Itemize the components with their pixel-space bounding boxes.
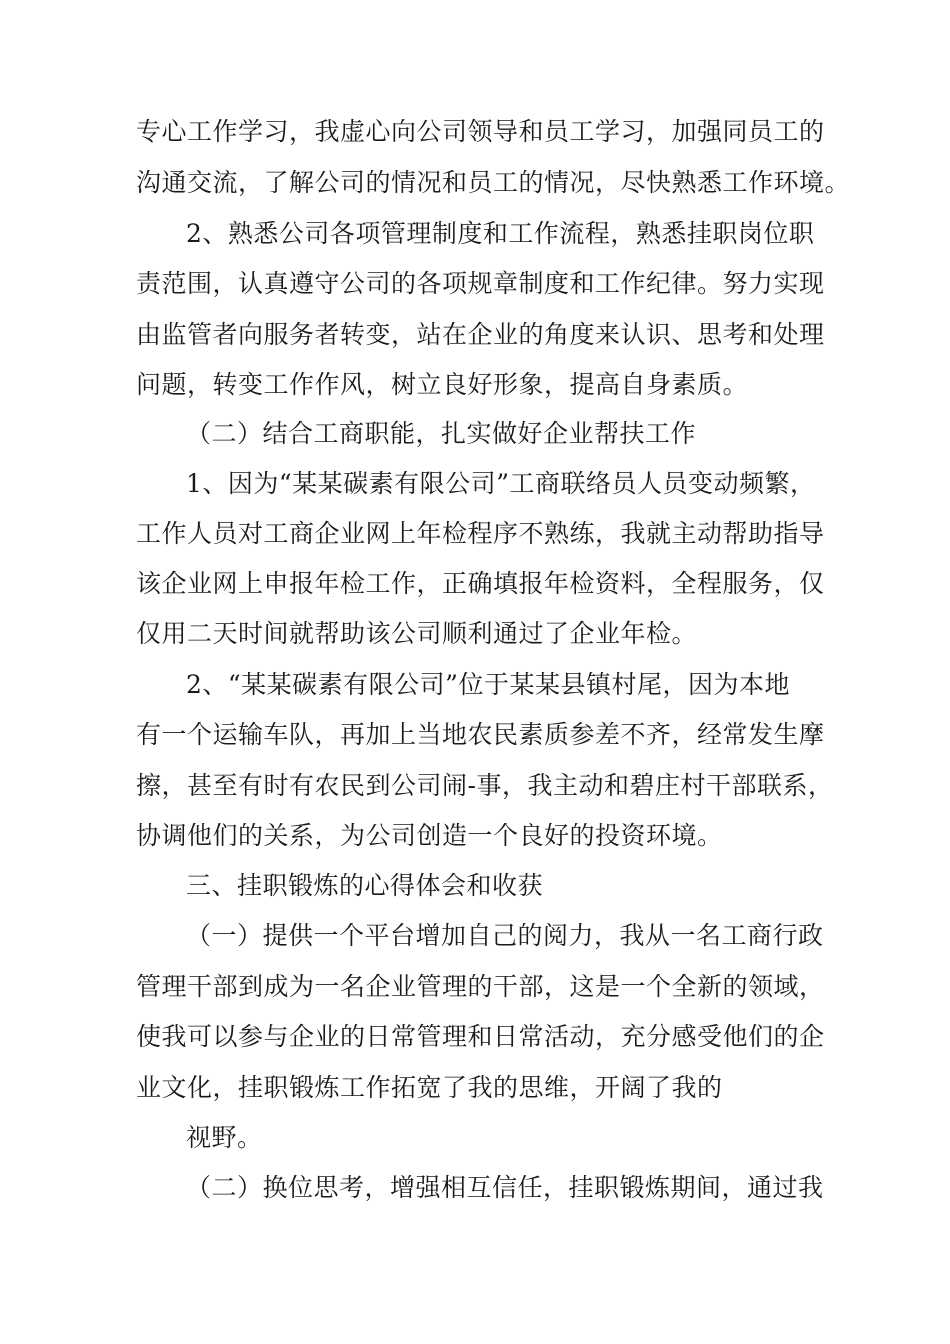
paragraph-line: （二）换位思考，增强相互信任，挂职锻炼期间，通过我 [186,1173,824,1202]
paragraph-line: 沟通交流，了解公司的情况和员工的情况，尽快熟悉工作环境。 [136,168,851,197]
section-heading: （二）结合工商职能，扎实做好企业帮扶工作 [186,419,697,448]
paragraph-line: 责范围，认真遵守公司的各项规章制度和工作纪律。努力实现 [136,269,825,298]
paragraph-line: 视野。 [186,1123,263,1152]
paragraph-line: 问题，转变工作作风，树立良好形象，提高自身素质。 [136,370,749,399]
paragraph-line: 协调他们的关系，为公司创造一个良好的投资环境。 [136,821,723,850]
paragraph-line: 有一个运输车队，再加上当地农民素质参差不齐，经常发生摩 [136,720,825,749]
paragraph-line: 专心工作学习，我虚心向公司领导和员工学习，加强同员工的 [136,117,825,146]
paragraph-line: （一）提供一个平台增加自己的阅力，我从一名工商行政 [186,921,824,950]
paragraph-line: 仅用二天时间就帮助该公司顺利通过了企业年检。 [136,619,698,648]
paragraph-line: 由监管者向服务者转变，站在企业的角度来认识、思考和处理 [136,320,825,349]
paragraph-line: 2、熟悉公司各项管理制度和工作流程，熟悉挂职岗位职 [186,219,815,248]
paragraph-line: 业文化，挂职锻炼工作拓宽了我的思维，开阔了我的 [136,1073,723,1102]
paragraph-line: 管理干部到成为一名企业管理的干部，这是一个全新的领域， [136,972,825,1001]
section-heading: 三、挂职锻炼的心得体会和收获 [186,871,544,900]
paragraph-line: 2、“某某碳素有限公司”位于某某县镇村尾，因为本地 [186,670,790,699]
paragraph-line: 1、因为“某某碳素有限公司”工商联络员人员变动频繁， [186,469,816,498]
paragraph-line: 使我可以参与企业的日常管理和日常活动，充分感受他们的企 [136,1022,825,1051]
paragraph-line: 工作人员对工商企业网上年检程序不熟练，我就主动帮助指导 [136,519,825,548]
paragraph-line: 擦，甚至有时有农民到公司闹-事，我主动和碧庄村干部联系， [136,771,834,800]
paragraph-line: 该企业网上申报年检工作，正确填报年检资料，全程服务，仅 [136,569,825,598]
